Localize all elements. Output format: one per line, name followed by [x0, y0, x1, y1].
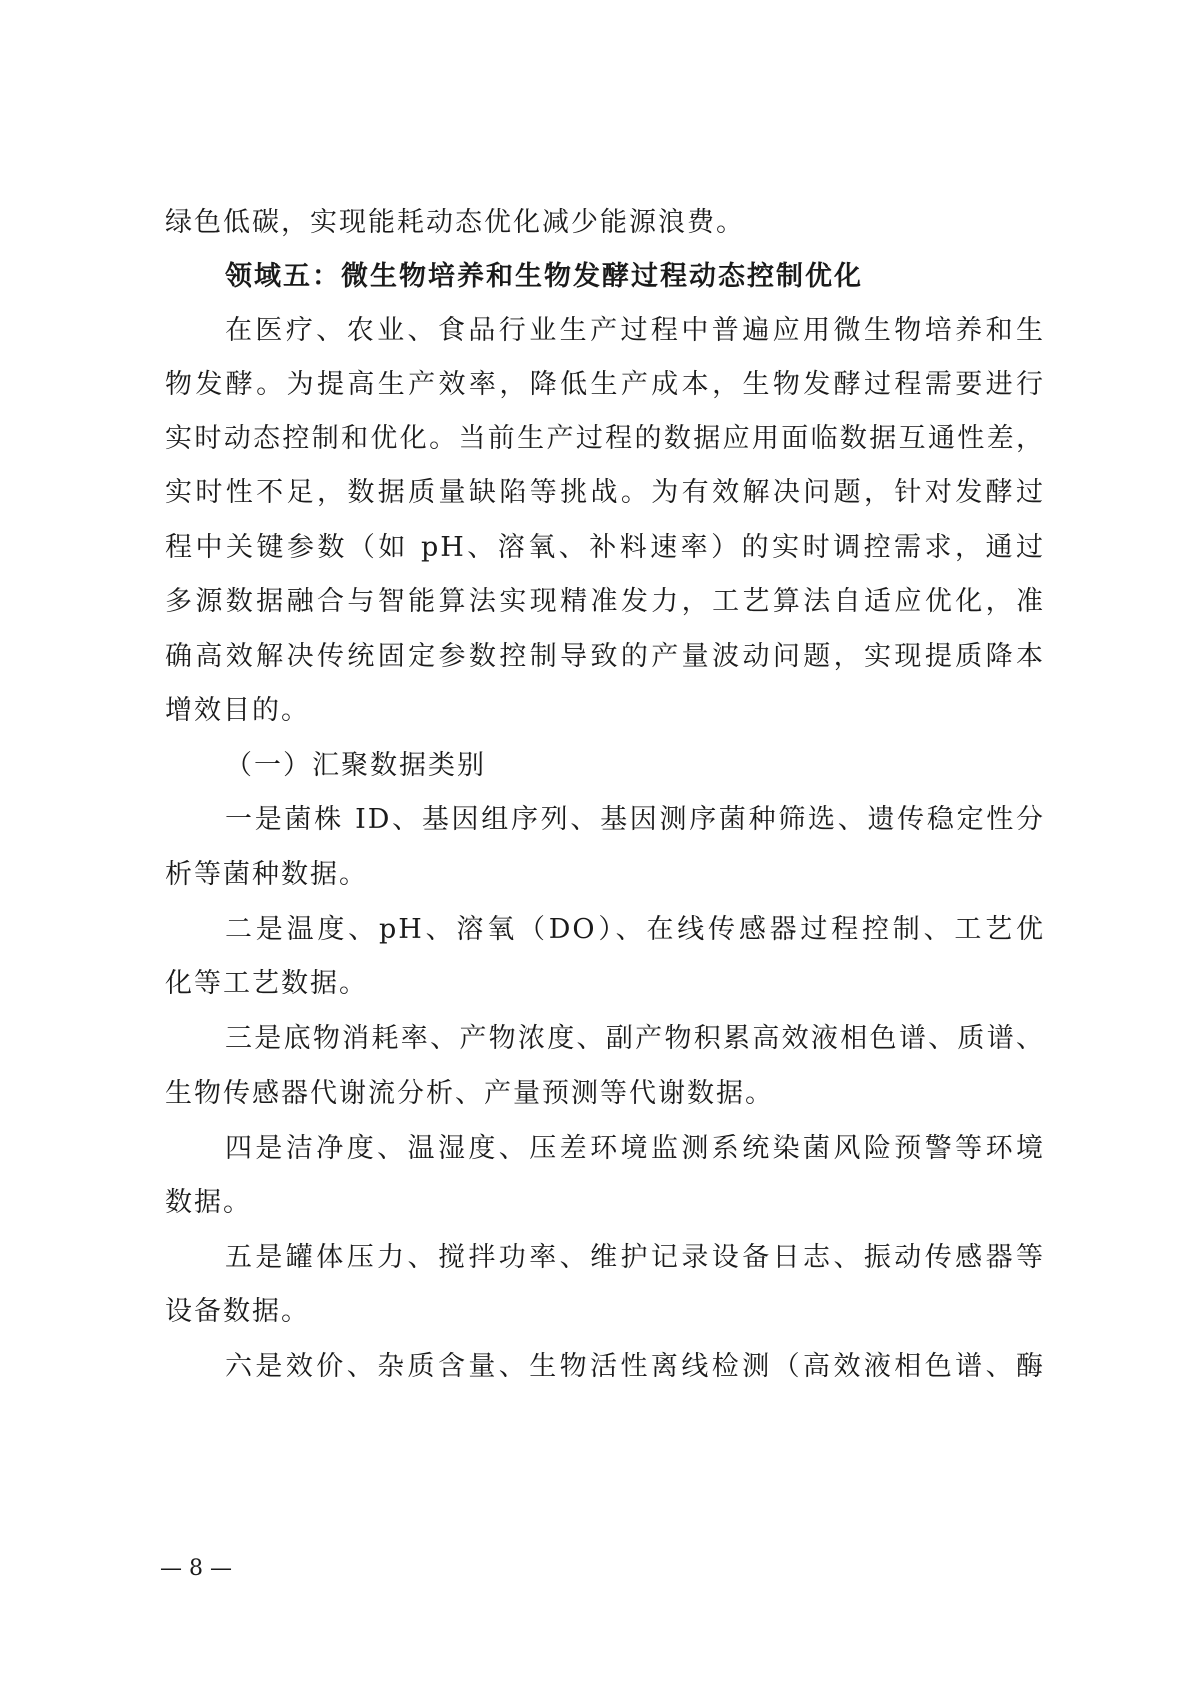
body-text-line: 在医疗、农业、食品行业生产过程中普遍应用微生物培养和生 — [225, 315, 1045, 346]
list-item-line: 一是菌株 ID、基因组序列、基因测序菌种筛选、遗传稳定性分 — [225, 804, 1045, 835]
list-item-line: 生物传感器代谢流分析、产量预测等代谢数据。 — [165, 1078, 774, 1109]
list-item-line: 数据。 — [165, 1187, 252, 1218]
page-number: — 8 — — [160, 1556, 232, 1581]
list-item-line: 设备数据。 — [165, 1296, 310, 1327]
list-item-line: 三是底物消耗率、产物浓度、副产物积累高效液相色谱、质谱、 — [225, 1023, 1045, 1054]
body-text-line: 增效目的。 — [165, 695, 310, 726]
list-item-line: 化等工艺数据。 — [165, 968, 368, 999]
body-text-line: 确高效解决传统固定参数控制导致的产量波动问题，实现提质降本 — [165, 641, 1045, 672]
list-item-line: 四是洁净度、温湿度、压差环境监测系统染菌风险预警等环境 — [225, 1133, 1045, 1164]
body-text-line: 多源数据融合与智能算法实现精准发力，工艺算法自适应优化，准 — [165, 586, 1045, 617]
list-item-line: 六是效价、杂质含量、生物活性离线检测（高效液相色谱、酶 — [225, 1351, 1045, 1382]
section-heading-domain-five: 领域五：微生物培养和生物发酵过程动态控制优化 — [225, 261, 863, 292]
list-item-line: 二是温度、pH、溶氧（DO）、在线传感器过程控制、工艺优 — [225, 914, 1045, 945]
subheading-data-categories: （一）汇聚数据类别 — [225, 750, 486, 781]
body-text-line: 实时性不足，数据质量缺陷等挑战。为有效解决问题，针对发酵过 — [165, 477, 1045, 508]
list-item-line: 五是罐体压力、搅拌功率、维护记录设备日志、振动传感器等 — [225, 1242, 1045, 1273]
paragraph-continuation-line: 绿色低碳，实现能耗动态优化减少能源浪费。 — [165, 207, 745, 238]
body-text-line: 程中关键参数（如 pH、溶氧、补料速率）的实时调控需求，通过 — [165, 532, 1045, 563]
body-text-line: 实时动态控制和优化。当前生产过程的数据应用面临数据互通性差， — [165, 423, 1045, 454]
body-text-line: 物发酵。为提高生产效率，降低生产成本，生物发酵过程需要进行 — [165, 369, 1045, 400]
list-item-line: 析等菌种数据。 — [165, 859, 368, 890]
